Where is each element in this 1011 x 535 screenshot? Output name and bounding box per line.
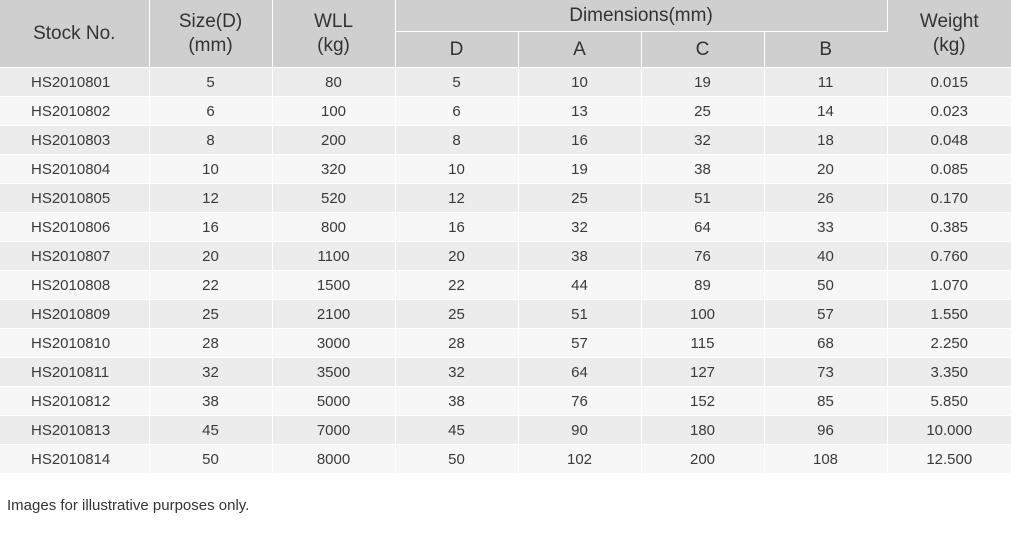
cell-stock-no: HS2010808 <box>0 271 149 300</box>
cell-dim-c: 32 <box>641 126 764 155</box>
cell-stock-no: HS2010802 <box>0 97 149 126</box>
cell-dim-b: 57 <box>764 300 887 329</box>
cell-dim-a: 19 <box>518 155 641 184</box>
cell-size: 12 <box>149 184 272 213</box>
table-body <box>0 68 1011 474</box>
cell-dim-c: 100 <box>641 300 764 329</box>
cell-dim-a: 16 <box>518 126 641 155</box>
cell-dim-d: 28 <box>395 329 518 358</box>
cell-stock-no: HS2010804 <box>0 155 149 184</box>
cell-weight: 1.550 <box>887 300 1011 329</box>
cell-size: 6 <box>149 97 272 126</box>
table-row <box>0 155 1011 184</box>
header-dim-d: D <box>395 32 518 68</box>
cell-wll: 1100 <box>272 242 395 271</box>
cell-size: 22 <box>149 271 272 300</box>
cell-size: 25 <box>149 300 272 329</box>
cell-wll: 200 <box>272 126 395 155</box>
cell-dim-b: 20 <box>764 155 887 184</box>
cell-dim-d: 20 <box>395 242 518 271</box>
cell-weight: 12.500 <box>887 445 1011 474</box>
cell-dim-b: 40 <box>764 242 887 271</box>
cell-dim-c: 152 <box>641 387 764 416</box>
table-row <box>0 184 1011 213</box>
table-row <box>0 300 1011 329</box>
cell-wll: 2100 <box>272 300 395 329</box>
cell-stock-no: HS2010807 <box>0 242 149 271</box>
cell-weight: 10.000 <box>887 416 1011 445</box>
cell-weight: 0.015 <box>887 68 1011 97</box>
table-row <box>0 213 1011 242</box>
cell-size: 50 <box>149 445 272 474</box>
cell-dim-b: 14 <box>764 97 887 126</box>
cell-stock-no: HS2010812 <box>0 387 149 416</box>
cell-size: 32 <box>149 358 272 387</box>
cell-dim-a: 38 <box>518 242 641 271</box>
cell-wll: 3500 <box>272 358 395 387</box>
cell-dim-d: 16 <box>395 213 518 242</box>
table-row <box>0 416 1011 445</box>
cell-dim-d: 22 <box>395 271 518 300</box>
header-dim-b: B <box>764 32 887 68</box>
table-row <box>0 126 1011 155</box>
cell-wll: 3000 <box>272 329 395 358</box>
cell-dim-d: 6 <box>395 97 518 126</box>
cell-dim-b: 26 <box>764 184 887 213</box>
cell-wll: 7000 <box>272 416 395 445</box>
cell-stock-no: HS2010814 <box>0 445 149 474</box>
cell-dim-a: 102 <box>518 445 641 474</box>
cell-dim-c: 64 <box>641 213 764 242</box>
cell-wll: 320 <box>272 155 395 184</box>
table-row <box>0 242 1011 271</box>
cell-dim-c: 127 <box>641 358 764 387</box>
header-dim-c: C <box>641 32 764 68</box>
header-size: Size(D) (mm) <box>149 0 272 68</box>
cell-dim-a: 90 <box>518 416 641 445</box>
table-row <box>0 329 1011 358</box>
header-dimensions: Dimensions(mm) <box>395 0 887 32</box>
cell-dim-c: 38 <box>641 155 764 184</box>
cell-dim-b: 11 <box>764 68 887 97</box>
table-row <box>0 445 1011 474</box>
cell-weight: 0.170 <box>887 184 1011 213</box>
cell-dim-a: 10 <box>518 68 641 97</box>
cell-weight: 0.085 <box>887 155 1011 184</box>
cell-stock-no: HS2010805 <box>0 184 149 213</box>
cell-weight: 5.850 <box>887 387 1011 416</box>
cell-stock-no: HS2010801 <box>0 68 149 97</box>
cell-weight: 2.250 <box>887 329 1011 358</box>
header-wll: WLL (kg) <box>272 0 395 68</box>
cell-dim-d: 25 <box>395 300 518 329</box>
cell-dim-b: 108 <box>764 445 887 474</box>
cell-wll: 80 <box>272 68 395 97</box>
cell-weight: 0.048 <box>887 126 1011 155</box>
table-row <box>0 97 1011 126</box>
cell-weight: 1.070 <box>887 271 1011 300</box>
table-row <box>0 358 1011 387</box>
cell-dim-a: 64 <box>518 358 641 387</box>
table-row <box>0 387 1011 416</box>
cell-dim-b: 68 <box>764 329 887 358</box>
cell-stock-no: HS2010811 <box>0 358 149 387</box>
cell-dim-c: 115 <box>641 329 764 358</box>
cell-dim-b: 50 <box>764 271 887 300</box>
cell-dim-d: 38 <box>395 387 518 416</box>
cell-dim-d: 50 <box>395 445 518 474</box>
cell-size: 10 <box>149 155 272 184</box>
cell-size: 38 <box>149 387 272 416</box>
cell-dim-c: 180 <box>641 416 764 445</box>
cell-dim-a: 13 <box>518 97 641 126</box>
cell-size: 8 <box>149 126 272 155</box>
cell-stock-no: HS2010803 <box>0 126 149 155</box>
cell-dim-b: 73 <box>764 358 887 387</box>
cell-dim-d: 45 <box>395 416 518 445</box>
cell-weight: 0.760 <box>887 242 1011 271</box>
footnote: Images for illustrative purposes only. <box>7 497 250 514</box>
cell-size: 28 <box>149 329 272 358</box>
header-weight: Weight (kg) <box>887 0 1011 68</box>
cell-stock-no: HS2010813 <box>0 416 149 445</box>
cell-dim-a: 57 <box>518 329 641 358</box>
cell-wll: 800 <box>272 213 395 242</box>
cell-stock-no: HS2010810 <box>0 329 149 358</box>
cell-dim-b: 33 <box>764 213 887 242</box>
cell-wll: 520 <box>272 184 395 213</box>
cell-dim-c: 89 <box>641 271 764 300</box>
cell-wll: 8000 <box>272 445 395 474</box>
cell-dim-b: 18 <box>764 126 887 155</box>
cell-dim-b: 96 <box>764 416 887 445</box>
cell-wll: 1500 <box>272 271 395 300</box>
cell-dim-d: 12 <box>395 184 518 213</box>
cell-wll: 5000 <box>272 387 395 416</box>
cell-dim-c: 200 <box>641 445 764 474</box>
cell-dim-c: 19 <box>641 68 764 97</box>
cell-dim-c: 76 <box>641 242 764 271</box>
cell-dim-a: 76 <box>518 387 641 416</box>
cell-weight: 3.350 <box>887 358 1011 387</box>
table-row <box>0 68 1011 97</box>
table-header <box>0 0 1011 68</box>
cell-dim-c: 51 <box>641 184 764 213</box>
cell-dim-d: 32 <box>395 358 518 387</box>
header-stock-no: Stock No. <box>0 0 149 68</box>
cell-dim-c: 25 <box>641 97 764 126</box>
cell-dim-a: 44 <box>518 271 641 300</box>
cell-wll: 100 <box>272 97 395 126</box>
cell-dim-b: 85 <box>764 387 887 416</box>
table-row <box>0 271 1011 300</box>
cell-stock-no: HS2010806 <box>0 213 149 242</box>
cell-size: 5 <box>149 68 272 97</box>
cell-weight: 0.023 <box>887 97 1011 126</box>
cell-dim-d: 8 <box>395 126 518 155</box>
cell-size: 45 <box>149 416 272 445</box>
cell-size: 20 <box>149 242 272 271</box>
cell-dim-d: 5 <box>395 68 518 97</box>
header-dim-a: A <box>518 32 641 68</box>
cell-dim-a: 32 <box>518 213 641 242</box>
cell-dim-a: 51 <box>518 300 641 329</box>
cell-weight: 0.385 <box>887 213 1011 242</box>
cell-dim-a: 25 <box>518 184 641 213</box>
cell-size: 16 <box>149 213 272 242</box>
cell-dim-d: 10 <box>395 155 518 184</box>
cell-stock-no: HS2010809 <box>0 300 149 329</box>
